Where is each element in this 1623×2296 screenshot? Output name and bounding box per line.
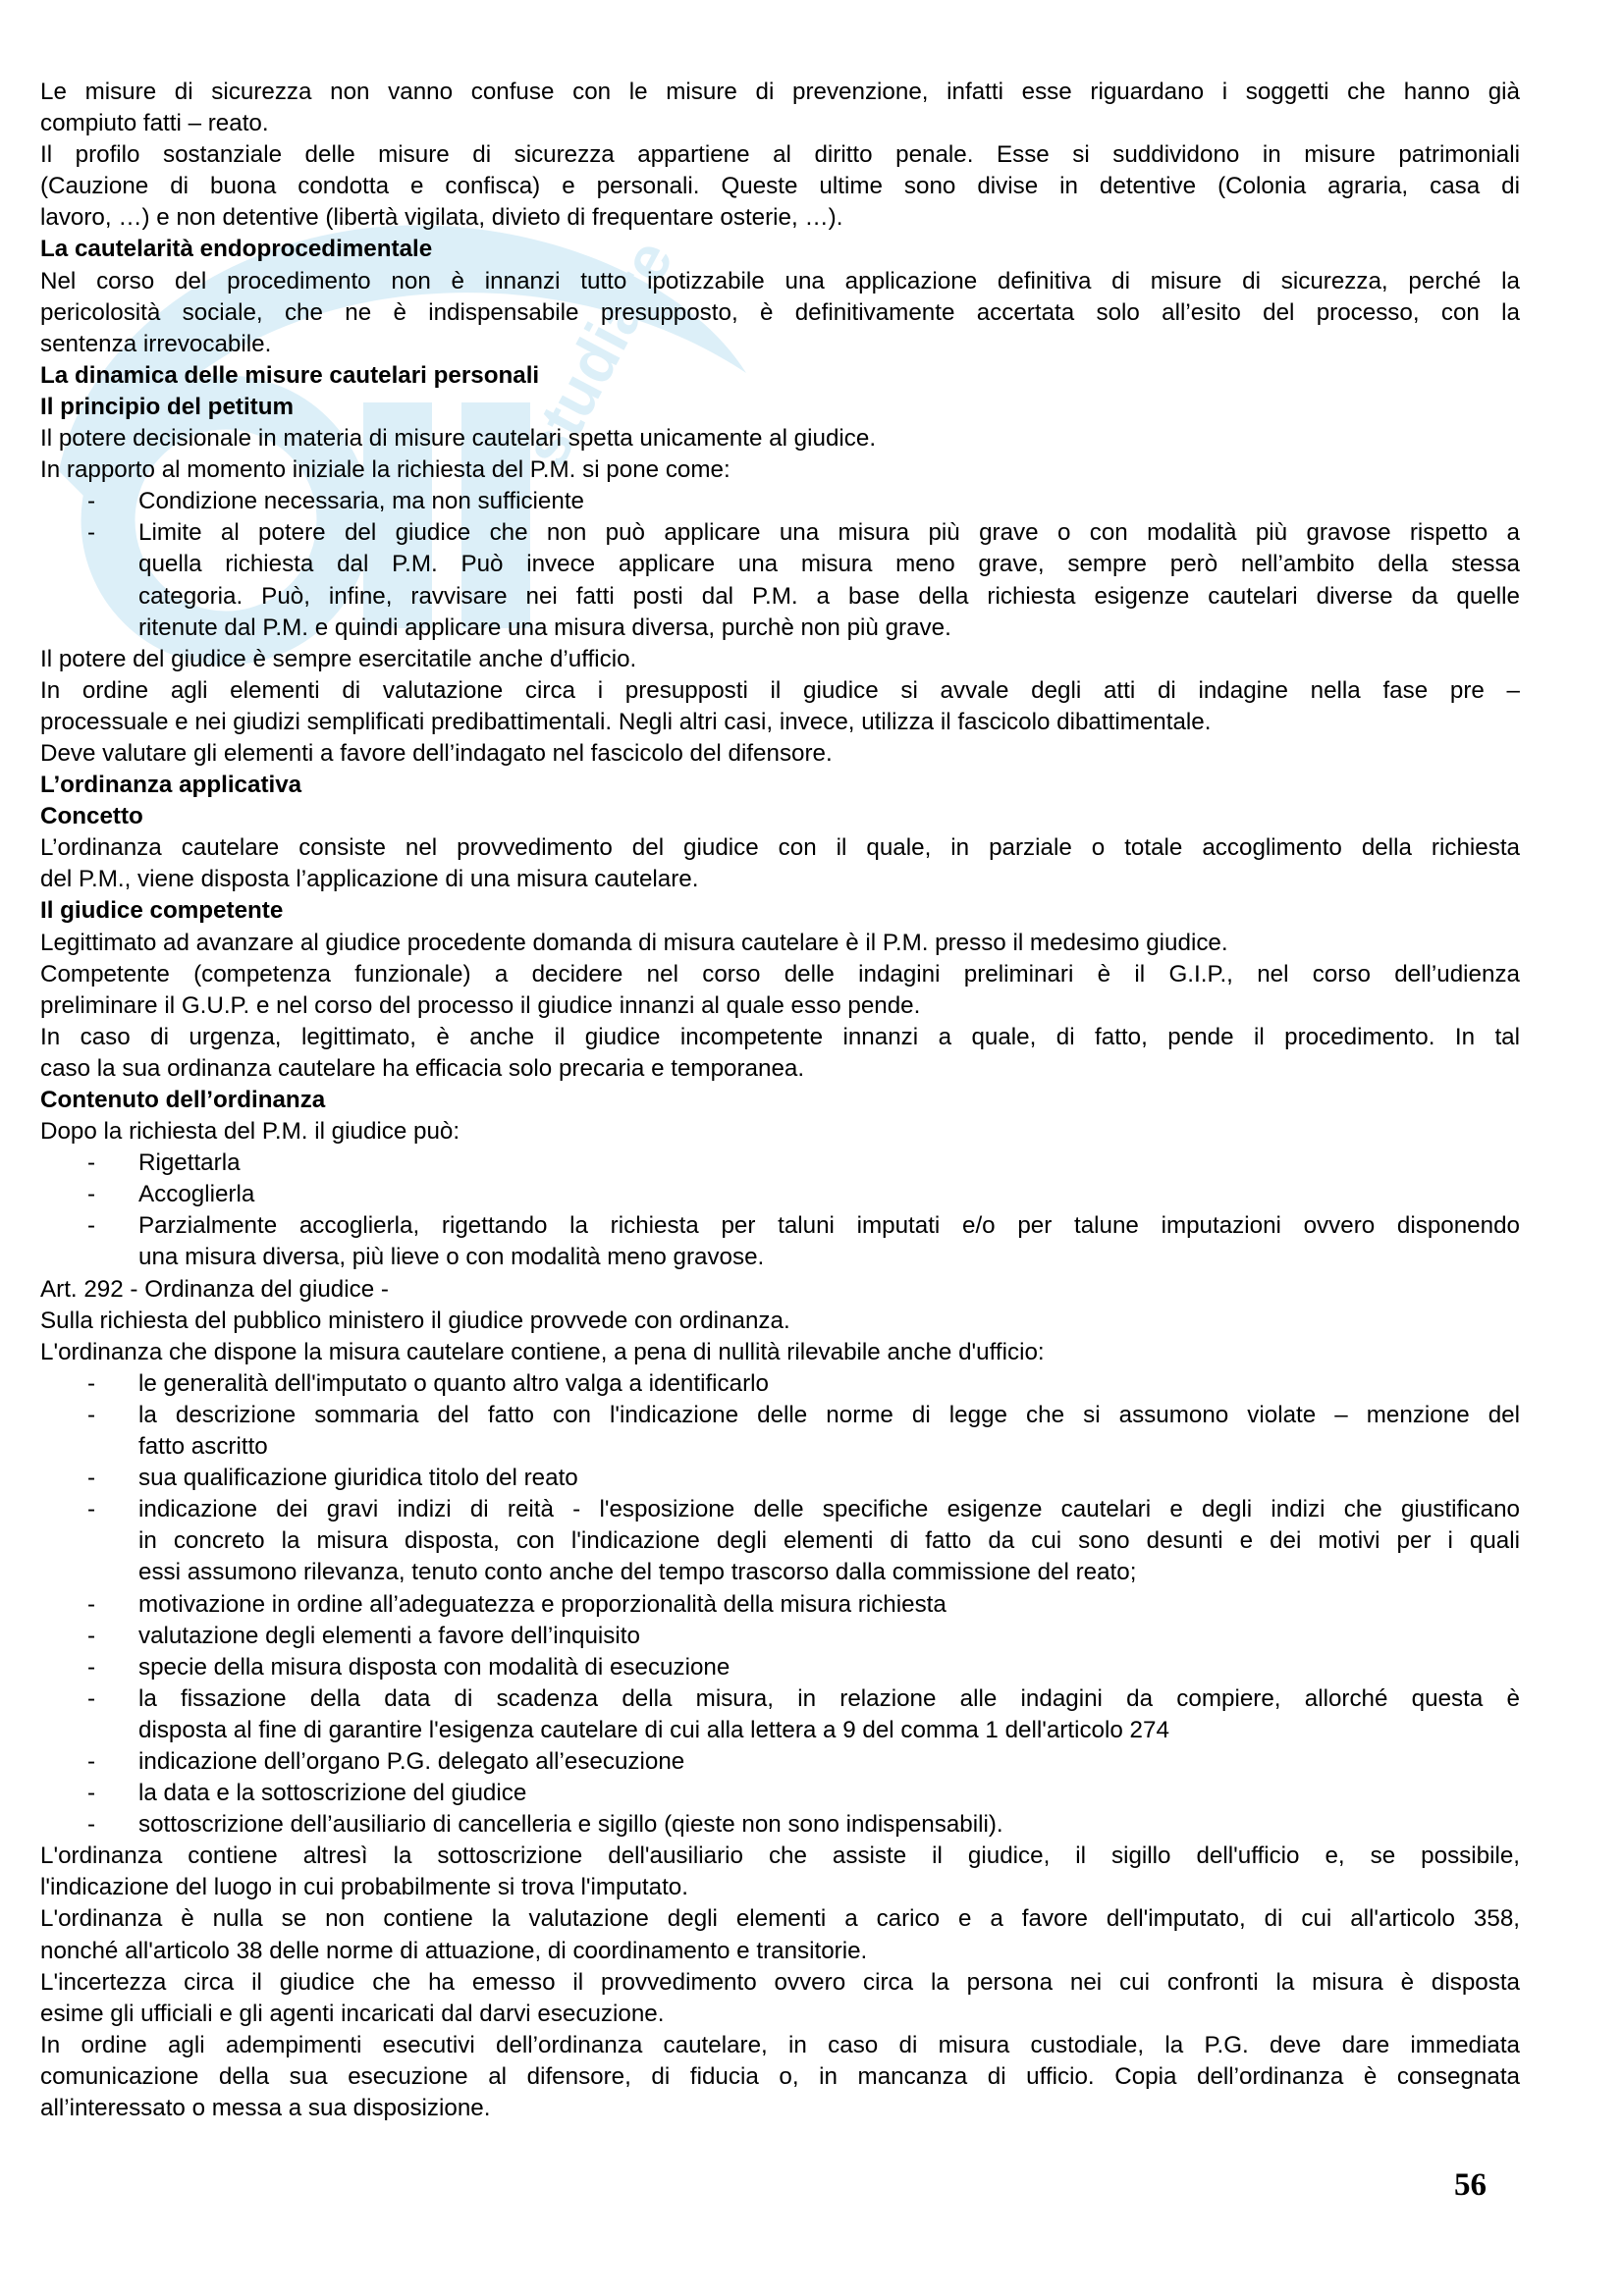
text-line <box>40 297 1520 329</box>
line-text: esime gli ufficiali e gli agenti incaricati dal darvi esecuzione. <box>40 2000 665 2027</box>
section-heading <box>40 234 1520 265</box>
line-text: Dopo la richiesta del P.M. il giudice può: <box>40 1118 460 1146</box>
text-line <box>40 644 1520 675</box>
list-item <box>40 486 1520 517</box>
section-heading <box>40 392 1520 423</box>
list-item-continuation <box>40 1242 1520 1273</box>
list-item <box>40 1463 1520 1494</box>
text-line <box>40 423 1520 454</box>
text-line <box>40 1903 1520 1935</box>
list-item <box>40 1778 1520 1809</box>
list-dash: - <box>87 488 96 515</box>
list-item-continuation <box>40 1715 1520 1746</box>
list-item <box>40 1683 1520 1715</box>
section-heading <box>40 895 1520 927</box>
list-item <box>40 1368 1520 1400</box>
list-dash: - <box>87 1369 96 1397</box>
text-line <box>40 1306 1520 1337</box>
text-line <box>40 1274 1520 1306</box>
line-text: sottoscrizione dell’ausiliario di cancelleria e sigillo (qieste non sono indispensabili). <box>138 1811 1003 1839</box>
list-dash: - <box>87 1212 96 1240</box>
text-line <box>40 707 1520 738</box>
list-dash: - <box>87 1811 96 1839</box>
text-line <box>40 329 1520 360</box>
line-text: l'indicazione del luogo in cui probabilmente si trova l'imputato. <box>40 1874 688 1901</box>
text-line <box>40 1022 1520 1053</box>
line-text: L’ordinanza applicativa <box>40 772 302 799</box>
list-item-continuation <box>40 1525 1520 1557</box>
line-text: sua qualificazione giuridica titolo del reato <box>138 1465 578 1492</box>
watermark-text: studiare <box>509 228 687 478</box>
list-dash: - <box>87 1401 96 1428</box>
line-text: In ordine agli adempimenti esecutivi dell’ordinanza cautelare, in caso di misura custodiale, la P.G. deve dare immediata <box>40 2031 1520 2058</box>
line-text: La cautelarità endoprocedimentale <box>40 236 433 263</box>
line-text: motivazione in ordine all’adeguatezza e proporzionalità della misura richiesta <box>138 1590 947 1618</box>
line-text: del P.M., viene disposta l’applicazione di una misura cautelare. <box>40 866 699 893</box>
line-text: valutazione degli elementi a favore dell’inquisito <box>138 1622 640 1649</box>
line-text: essi assumono rilevanza, tenuto conto anche del tempo trascorso dalla commissione del reato; <box>138 1559 1137 1586</box>
line-text: Sulla richiesta del pubblico ministero il giudice provvede con ordinanza. <box>40 1307 790 1334</box>
line-text: le generalità dell'imputato o quanto altro valga a identificarlo <box>138 1369 769 1397</box>
list-item <box>40 1589 1520 1621</box>
list-item <box>40 1652 1520 1683</box>
list-item-continuation <box>40 1557 1520 1588</box>
text-line <box>40 108 1520 139</box>
list-item <box>40 517 1520 549</box>
list-item <box>40 1621 1520 1652</box>
text-line <box>40 171 1520 202</box>
text-line <box>40 1936 1520 1967</box>
list-dash: - <box>87 1590 96 1618</box>
text-line <box>40 1337 1520 1368</box>
line-text: una misura diversa, più lieve o con modalità meno gravose. <box>138 1244 765 1271</box>
line-text: Concetto <box>40 803 143 830</box>
section-heading <box>40 770 1520 801</box>
line-text: disposta al fine di garantire l'esigenza cautelare di cui alla lettera a 9 del comma 1 dell'articolo 274 <box>138 1716 1169 1743</box>
line-text: Parzialmente accoglierla, rigettando la richiesta per taluni imputati e/o per talune imputazioni ovvero disponendo <box>138 1212 1520 1240</box>
text-line <box>40 2030 1520 2061</box>
text-line <box>40 202 1520 234</box>
page-number: 56 <box>1454 2167 1487 2203</box>
list-dash: - <box>87 1653 96 1681</box>
section-heading <box>40 1085 1520 1116</box>
line-text: processuale e nei giudizi semplificati predibattimentali. Negli altri casi, invece, utilizza il fascicolo dibattimentale. <box>40 708 1212 735</box>
line-text: Legittimato ad avanzare al giudice procedente domanda di misura cautelare è il P.M. presso il medesimo giudice. <box>40 929 1228 956</box>
line-text: indicazione dell’organo P.G. delegato all’esecuzione <box>138 1747 685 1775</box>
list-item <box>40 1494 1520 1525</box>
list-dash: - <box>87 519 96 547</box>
text-line <box>40 1872 1520 1903</box>
line-text: L’ordinanza cautelare consiste nel provvedimento del giudice con il quale, in parziale o totale accoglimento della richiesta <box>40 834 1520 862</box>
line-text: la descrizione sommaria del fatto con l'indicazione delle norme di legge che si assumono violate – menzione del <box>138 1401 1520 1428</box>
line-text: La dinamica delle misure cautelari personali <box>40 361 540 389</box>
line-text: nonché all'articolo 38 delle norme di attuazione, di coordinamento e transitorie. <box>40 1937 868 1964</box>
line-text: Art. 292 - Ordinanza del giudice - <box>40 1275 389 1303</box>
text-line <box>40 2061 1520 2093</box>
line-text: ritenute dal P.M. e quindi applicare una misura diversa, purchè non più grave. <box>138 614 951 641</box>
text-line <box>40 1999 1520 2030</box>
line-text: Rigettarla <box>138 1149 241 1177</box>
list-dash: - <box>87 1780 96 1807</box>
section-heading <box>40 360 1520 392</box>
list-item-continuation <box>40 613 1520 644</box>
text-line <box>40 77 1520 108</box>
line-text: preliminare il G.U.P. e nel corso del processo il giudice innanzi al quale esso pende. <box>40 991 921 1019</box>
text-line <box>40 2093 1520 2124</box>
list-dash: - <box>87 1149 96 1177</box>
line-text: indicazione dei gravi indizi di reità - l'esposizione delle specifiche esigenze cautelari e degli indizi che giustificano <box>138 1496 1520 1523</box>
line-text: pericolosità sociale, che ne è indispensabile presupposto, è definitivamente accertata solo all’esito del processo, con la <box>40 298 1520 326</box>
document-body <box>40 77 1520 2124</box>
text-line <box>40 1116 1520 1148</box>
line-text: Accoglierla <box>138 1181 255 1208</box>
text-line <box>40 928 1520 959</box>
line-text: Condizione necessaria, ma non sufficiente <box>138 488 585 515</box>
list-dash: - <box>87 1181 96 1208</box>
line-text: Le misure di sicurezza non vanno confuse con le misure di prevenzione, infatti esse riguardano i soggetti che hanno già <box>40 79 1520 105</box>
list-item <box>40 1400 1520 1431</box>
text-line <box>40 139 1520 171</box>
line-text: L'ordinanza è nulla se non contiene la valutazione degli elementi a carico e a favore dell'imputato, di cui all'articolo 358, <box>40 1905 1520 1933</box>
text-line <box>40 454 1520 486</box>
line-text: categoria. Può, infine, ravvisare nei fatti posti dal P.M. a base della richiesta esigenze cautelari diverse da quelle <box>138 582 1520 610</box>
list-dash: - <box>87 1684 96 1712</box>
line-text: L'ordinanza che dispone la misura cautelare contiene, a pena di nullità rilevabile anche d'ufficio: <box>40 1338 1045 1365</box>
text-line <box>40 675 1520 707</box>
line-text: comunicazione della sua esecuzione al difensore, di fiducia o, in mancanza di ufficio. Copia dell’ordinanza è consegnata <box>40 2062 1520 2090</box>
list-dash: - <box>87 1622 96 1649</box>
line-text: in concreto la misura disposta, con l'indicazione degli elementi di fatto da cui sono desunti e dei motivi per i quali <box>138 1527 1520 1555</box>
line-text: quella richiesta dal P.M. Può invece applicare una misura meno grave, sempre però nell’ambito della stessa <box>138 551 1520 578</box>
line-text: Il giudice competente <box>40 897 284 925</box>
list-item-continuation <box>40 1431 1520 1463</box>
line-text: Il principio del petitum <box>40 393 295 420</box>
line-text: Il potere del giudice è sempre esercitatile anche d’ufficio. <box>40 645 637 672</box>
text-line <box>40 864 1520 895</box>
list-dash: - <box>87 1465 96 1492</box>
text-line <box>40 738 1520 770</box>
line-text: caso la sua ordinanza cautelare ha efficacia solo precaria e temporanea. <box>40 1054 805 1082</box>
text-line <box>40 1053 1520 1085</box>
line-text: sentenza irrevocabile. <box>40 330 272 357</box>
line-text: la data e la sottoscrizione del giudice <box>138 1780 527 1807</box>
line-text: fatto ascritto <box>138 1433 268 1461</box>
list-item-continuation <box>40 581 1520 613</box>
line-text: la fissazione della data di scadenza della misura, in relazione alle indagini da compiere, allorché questa è <box>138 1684 1520 1712</box>
line-text: Il profilo sostanziale delle misure di sicurezza appartiene al diritto penale. Esse si suddividono in misure patrimoniali <box>40 141 1520 169</box>
list-dash: - <box>87 1496 96 1523</box>
line-text: L'incertezza circa il giudice che ha emesso il provvedimento ovvero circa la persona nei cui confronti la misura è disposta <box>40 1968 1520 1996</box>
line-text: Contenuto dell’ordinanza <box>40 1087 326 1113</box>
list-dash: - <box>87 1747 96 1775</box>
line-text: lavoro, …) e non detentive (libertà vigilata, divieto di frequentare osterie, …). <box>40 204 843 232</box>
line-text: all’interessato o messa a sua disposizione. <box>40 2095 491 2121</box>
line-text: In caso di urgenza, legittimato, è anche il giudice incompetente innanzi a quale, di fatto, pende il procedimento. In tal <box>40 1023 1520 1050</box>
line-text: (Cauzione di buona condotta e confisca) e personali. Queste ultime sono divise in detentive (Colonia agraria, casa di <box>40 173 1520 200</box>
list-item <box>40 1210 1520 1242</box>
line-text: Limite al potere del giudice che non può applicare una misura più grave o con modalità più gravose rispetto a <box>138 519 1520 547</box>
text-line <box>40 1841 1520 1872</box>
list-item-continuation <box>40 549 1520 580</box>
line-text: Competente (competenza funzionale) a decidere nel corso delle indagini preliminari è il G.I.P., nel corso dell’udienza <box>40 960 1520 988</box>
line-text: Deve valutare gli elementi a favore dell’indagato nel fascicolo del difensore. <box>40 739 833 767</box>
text-line <box>40 266 1520 297</box>
line-text: Il potere decisionale in materia di misure cautelari spetta unicamente al giudice. <box>40 425 877 453</box>
text-line <box>40 832 1520 864</box>
line-text: specie della misura disposta con modalità di esecuzione <box>138 1653 730 1681</box>
text-line <box>40 1967 1520 1999</box>
list-item <box>40 1179 1520 1210</box>
list-item <box>40 1809 1520 1841</box>
line-text: compiuto fatti – reato. <box>40 110 269 137</box>
list-item <box>40 1746 1520 1778</box>
list-item <box>40 1148 1520 1179</box>
text-line <box>40 990 1520 1022</box>
line-text: In rapporto al momento iniziale la richiesta del P.M. si pone come: <box>40 456 730 484</box>
line-text: Nel corso del procedimento non è innanzi tutto ipotizzabile una applicazione definitiva di misure di sicurezza, perché la <box>40 267 1520 294</box>
section-heading <box>40 801 1520 832</box>
line-text: In ordine agli elementi di valutazione circa i presupposti il giudice si avvale degli atti di indagine nella fase pre – <box>40 676 1520 704</box>
line-text: L'ordinanza contiene altresì la sottoscrizione dell'ausiliario che assiste il giudice, il sigillo dell'ufficio e, se possibile, <box>40 1842 1520 1870</box>
text-line <box>40 959 1520 990</box>
